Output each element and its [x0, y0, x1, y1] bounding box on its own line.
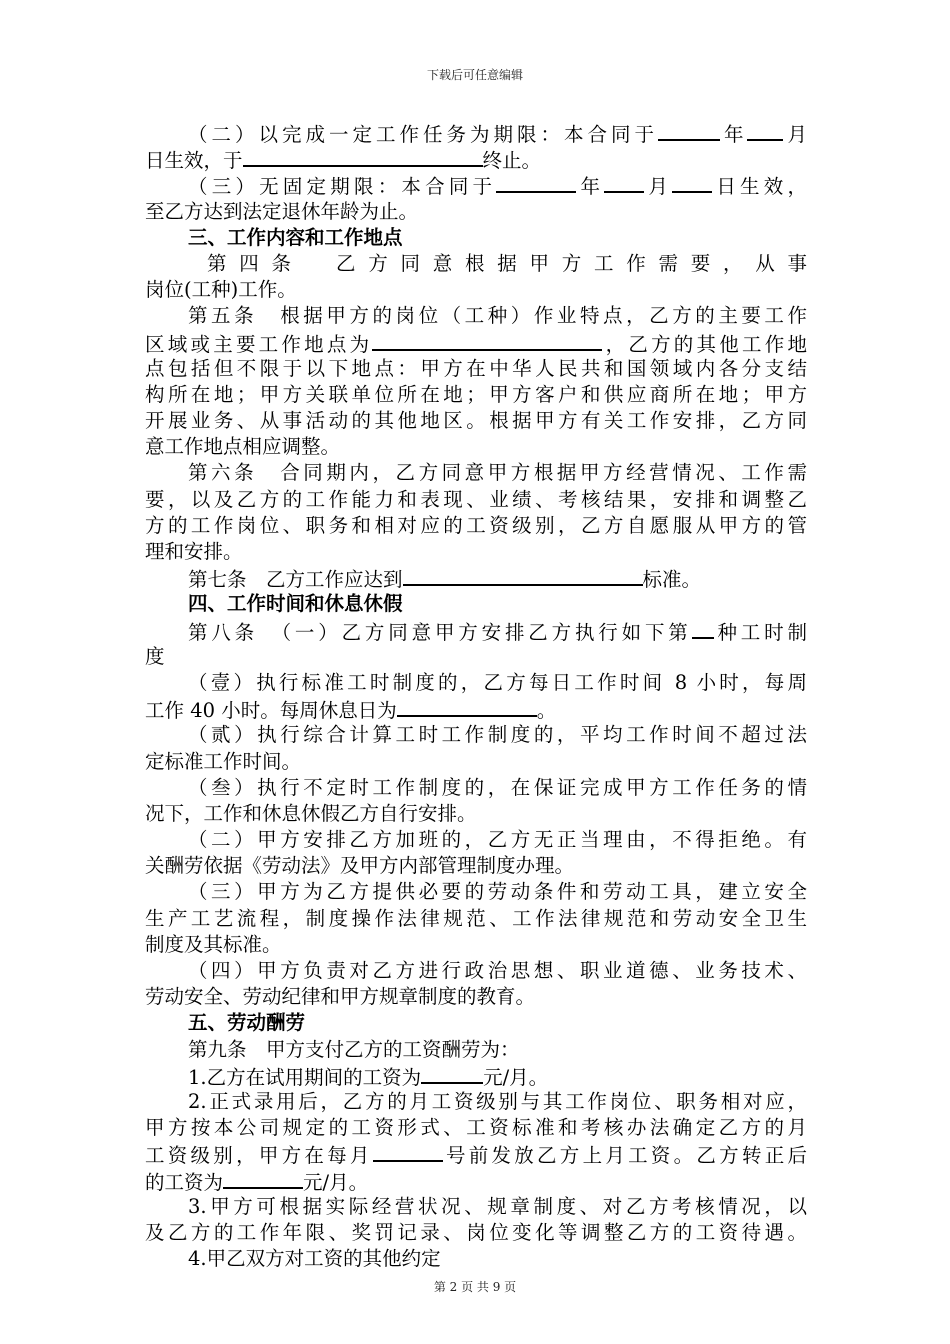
- text-line: 定标准工作时间。: [145, 749, 302, 773]
- text-line: 开展业务、从事活动的其他地区。根据甲方有关工作安排，乙方同: [145, 409, 807, 433]
- text-line: 至乙方达到法定退休年龄为止。: [145, 199, 419, 223]
- text-line: 制度及其标准。: [145, 932, 282, 956]
- text-line: 工资级别，甲方在每月 号前发放乙方上月工资。乙方转正后: [145, 1141, 807, 1167]
- text-line: （二）以完成一定工作任务为期限：本合同于 年 月: [145, 120, 807, 146]
- text-line: 1.乙方在试用期间的工资为 元/月。: [145, 1063, 807, 1089]
- text-line: 工作 40 小时。每周休息日为 。: [145, 696, 807, 722]
- blank-field[interactable]: [397, 696, 537, 717]
- page-footer: 第 2 页 共 9 页: [433, 1280, 517, 1294]
- text-line: 的工资为 元/月。: [145, 1168, 807, 1194]
- text-line: （四）甲方负责对乙方进行政治思想、职业道德、业务技术、: [188, 959, 807, 982]
- text-line: 及乙方的工作年限、奖罚记录、岗位变化等调整乙方的工资待遇。: [145, 1220, 807, 1244]
- blank-field[interactable]: [747, 120, 783, 141]
- text-line: 点包括但不限于以下地点：甲方在中华人民共和国领域内各分支结: [145, 356, 807, 380]
- text-line: 第八条 （一）乙方同意甲方安排乙方执行如下第 种工时制: [145, 618, 807, 644]
- text-line: 第九条 甲方支付乙方的工资酬劳为：: [188, 1037, 520, 1061]
- blank-field[interactable]: [243, 146, 483, 167]
- blank-field[interactable]: [604, 172, 644, 193]
- blank-field[interactable]: [403, 565, 643, 586]
- text-line: 第四条 乙方同意根据甲方工作需要，从事: [207, 251, 807, 275]
- text-line: 第七条 乙方工作应达到 标准。: [145, 565, 807, 591]
- section-heading: 四、工作时间和休息休假: [188, 592, 403, 616]
- text-line: 4.甲乙双方对工资的其他约定: [188, 1247, 441, 1271]
- text-line: （三）无固定期限：本合同于 年 月 日生效，: [145, 172, 807, 198]
- text-line: 区域或主要工作地点为 ，乙方的其他工作地: [145, 330, 807, 356]
- blank-field[interactable]: [372, 330, 602, 351]
- text-line: （壹）执行标准工时制度的，乙方每日工作时间 8 小时，每周: [188, 670, 807, 694]
- blank-field[interactable]: [672, 172, 712, 193]
- section-heading: 三、工作内容和工作地点: [188, 225, 403, 249]
- blank-field[interactable]: [223, 1168, 303, 1189]
- blank-field[interactable]: [421, 1063, 483, 1084]
- text-line: 甲方按本公司规定的工资形式、工资标准和考核办法确定乙方的月: [145, 1116, 807, 1140]
- text-line: 理和安排。: [145, 540, 243, 563]
- text-line: （二）甲方安排乙方加班的，乙方无正当理由，不得拒绝。有: [188, 828, 807, 852]
- blank-field[interactable]: [496, 172, 576, 193]
- contract-body: [145, 120, 807, 1272]
- text-line: 方的工作岗位、职务和相对应的工资级别，乙方自愿服从甲方的管: [145, 513, 807, 537]
- page-header: 下载后可任意编辑: [426, 68, 523, 82]
- text-line: 第六条 合同期内，乙方同意甲方根据甲方经营情况、工作需: [188, 461, 807, 485]
- text-line: 况下，工作和休息休假乙方自行安排。: [145, 801, 477, 825]
- text-line: 生产工艺流程，制度操作法律规范、工作法律规范和劳动安全卫生: [145, 906, 807, 930]
- text-line: 劳动安全、劳动纪律和甲方规章制度的教育。: [145, 985, 536, 1009]
- text-line: 第五条 根据甲方的岗位（工种）作业特点，乙方的主要工作: [188, 304, 807, 328]
- blank-field[interactable]: [373, 1141, 443, 1162]
- text-line: 构所在地；甲方关联单位所在地；甲方客户和供应商所在地；甲方: [145, 382, 807, 406]
- text-line: （叁）执行不定时工作制度的，在保证完成甲方工作任务的情: [188, 775, 807, 799]
- text-line: （贰）执行综合计算工时工作制度的，平均工作时间不超过法: [188, 723, 807, 747]
- text-line: （三）甲方为乙方提供必要的劳动条件和劳动工具，建立安全: [188, 880, 807, 904]
- blank-field[interactable]: [658, 120, 720, 141]
- section-heading: 五、劳动酬劳: [188, 1011, 306, 1035]
- text-line: 要，以及乙方的工作能力和表现、业绩、考核结果，安排和调整乙: [145, 487, 807, 511]
- text-line: 2.正式录用后，乙方的月工资级别与其工作岗位、职务相对应，: [188, 1089, 807, 1113]
- text-line: 度: [145, 644, 165, 668]
- text-line: 关酬劳依据《劳动法》及甲方内部管理制度办理。: [145, 854, 575, 878]
- text-line: 日生效，于 终止。: [145, 146, 807, 172]
- text-line: 3.甲方可根据实际经营状况、规章制度、对乙方考核情况，以: [188, 1194, 807, 1218]
- text-line: 岗位(工种)工作。: [145, 278, 297, 302]
- text-line: 意工作地点相应调整。: [145, 435, 341, 459]
- blank-field[interactable]: [692, 618, 714, 639]
